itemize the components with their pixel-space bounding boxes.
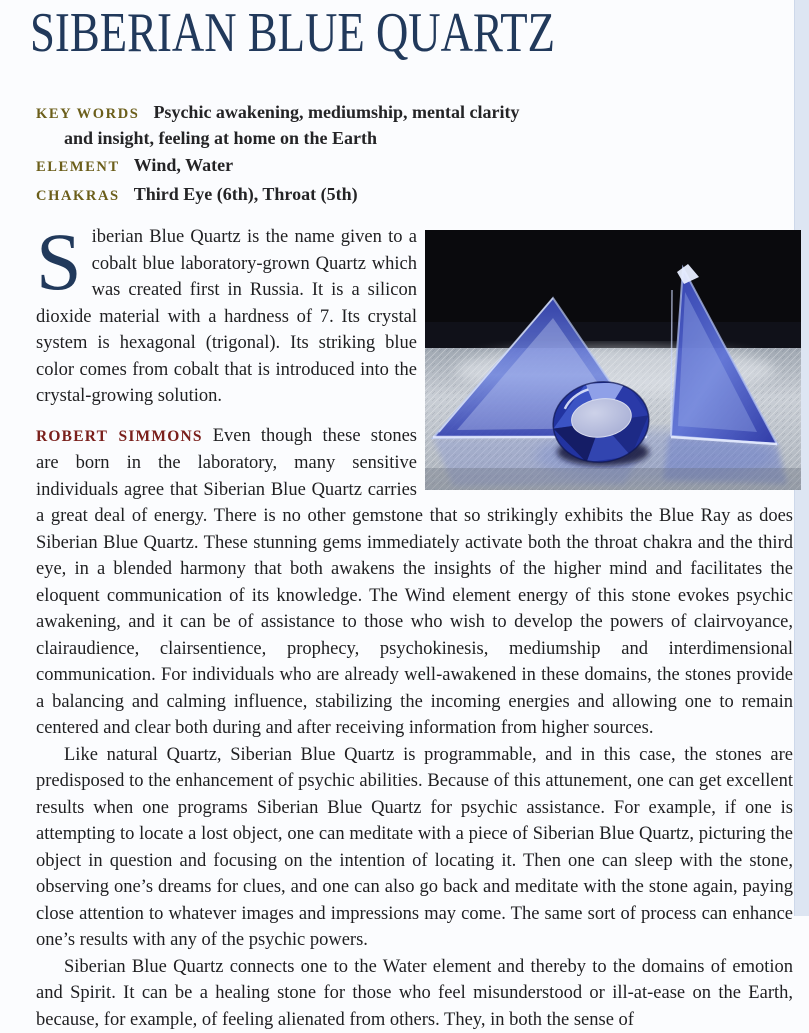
meta-row-chakras [36, 182, 548, 208]
meta-label-element: ELEMENT [36, 159, 120, 176]
body-paragraph-programming: Like natural Quartz, Siberian Blue Quartz is programmable, and in this case, the stones are predisposed to the enhancement of psychic abilities. Because of this attunement, one can get excellent results when one programs Siberian Blue Quartz for psychic assistance. For example, if one is attempting to locate a lost object, one can meditate with a piece of Siberian Blue Quartz, picturing the object in question and focusing on the intention of locating it. Then one can sleep with the stone, observing one’s dreams for clues, and one can also go back and meditate with the stone again, paying close attention to whatever images and impressions may come. The same sort of process can enhance one’s results with any of the psychic powers. [36, 744, 793, 951]
crystal-photo-illustration [425, 230, 801, 490]
meta-label-chakras: CHAKRAS [36, 188, 120, 205]
book-page [30, 0, 793, 1033]
meta-value-chakras: Third Eye (6th), Throat (5th) [133, 184, 358, 205]
meta-label-keywords: KEY WORDS [36, 106, 140, 123]
meta-value-element: Wind, Water [133, 155, 234, 176]
meta-block [36, 100, 548, 208]
body-paragraph-water-element: Siberian Blue Quartz connects one to the Water element and thereby to the domains of emotion and Spirit. It can be a healing stone for those who feel misunderstood or ill-at-ease on the Earth, because, for example, of feeling alienated from others. They, in both the sense of [36, 956, 793, 1030]
intro-text: iberian Blue Quartz is the name given to a cobalt blue laboratory-grown Quartz which was created first in Russia. It is a silicon dioxide material with a hardness of 7. Its crystal system is hexagonal (trigonal). Its striking blue color comes from cobalt that is introduced into the crystal-growing solution. [36, 227, 417, 407]
crystal-photo [425, 230, 801, 490]
author-text: Even though these stones are born in the laboratory, many sensitive individuals agree that Siberian Blue Quartz carries a great deal of energy. There is no other gemstone that so strikingly exhibits the Blue Ray as does Siberian Blue Quartz. These stunning gems immediately activate both the throat chakra and the third eye, in a blended harmony that both awakens the insights of the higher mind and facilitates the eloquent communication of its knowledge. The Wind element energy of this stone evokes psychic awakening, and it can be of assistance to those who wish to develop the powers of clairvoyance, clairaudience, clairsentience, prophecy, psychokinesis, mediumship and interdimensional communication. For individuals who are already well-awakened in these domains, the stones provide a balancing and calming influence, stabilizing the incoming energies and allowing one to remain centered and clear both during and after receiving information from higher sources. [36, 425, 793, 739]
meta-row-element [36, 153, 548, 179]
article-body [36, 216, 793, 1033]
page-title: SIBERIAN BLUE QUARTZ [30, 2, 555, 64]
meta-row-keywords [36, 100, 548, 150]
author-name-label: ROBERT SIMMONS [36, 427, 203, 445]
drop-cap: S [36, 216, 82, 308]
meta-value-keywords: Psychic awakening, mediumship, mental clarity and insight, feeling at home on the Earth [64, 102, 520, 149]
